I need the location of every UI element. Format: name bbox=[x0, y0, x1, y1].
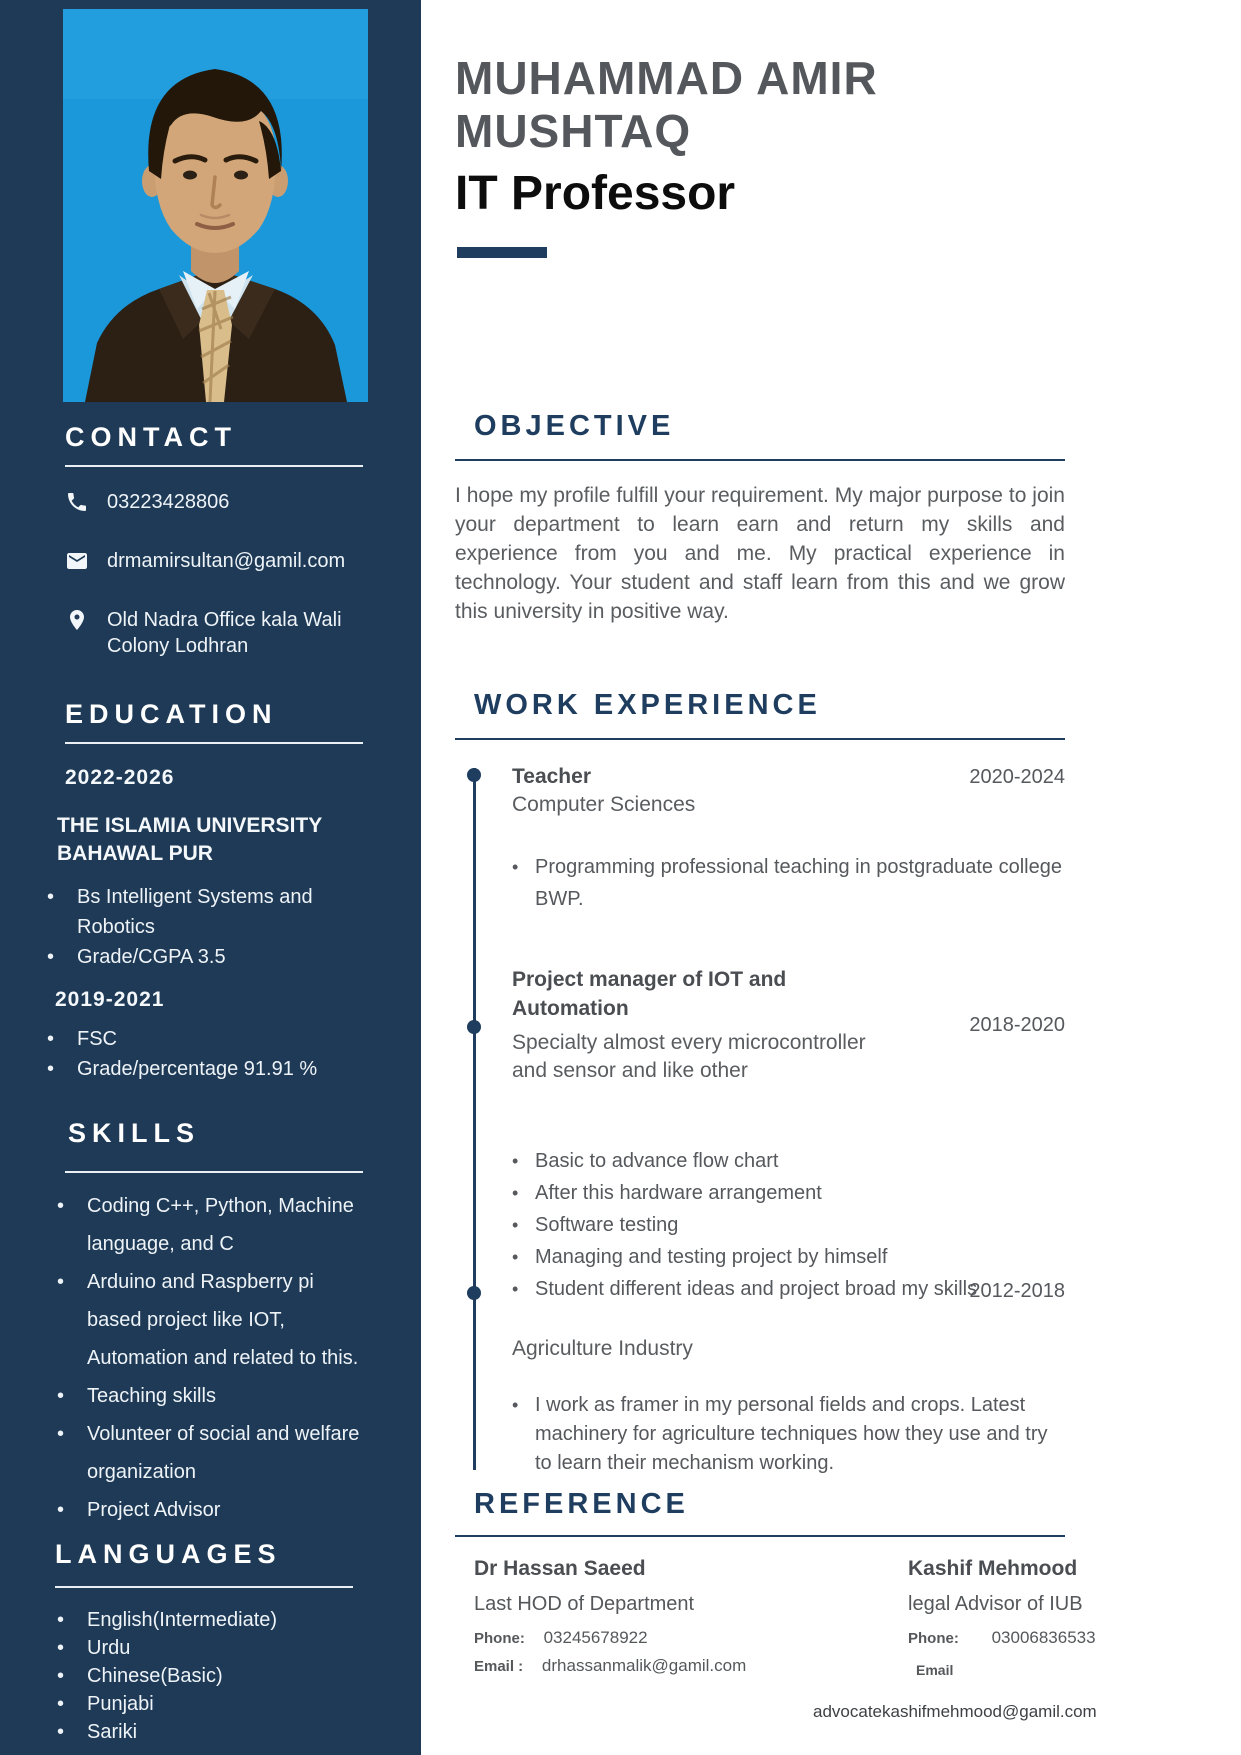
reference-heading: REFERENCE bbox=[474, 1488, 689, 1520]
skills-heading: SKILLS bbox=[68, 1118, 201, 1148]
contact-address-row bbox=[65, 607, 371, 659]
email-label: Email : bbox=[474, 1658, 524, 1675]
reference-section bbox=[455, 1488, 1097, 1747]
bullet-marker: • bbox=[57, 1271, 65, 1293]
work-experience-divider bbox=[455, 738, 1065, 740]
experience-title: Project manager of IOT and Automation bbox=[512, 968, 787, 1020]
bullet-marker: • bbox=[47, 1058, 55, 1080]
education-bullet-text: Grade/percentage 91.91 % bbox=[77, 1058, 318, 1080]
phone-label: Phone: bbox=[474, 1630, 525, 1647]
experience-bullet-text: After this hardware arrangement bbox=[535, 1182, 822, 1204]
experience-bullet bbox=[512, 1177, 1065, 1209]
reference-role: Last HOD of Department bbox=[474, 1593, 695, 1615]
experience-date-1: 2020-2024 bbox=[969, 766, 1065, 788]
contact-heading: CONTACT bbox=[65, 422, 237, 452]
skill-item bbox=[57, 1263, 371, 1377]
bullet-marker: • bbox=[57, 1637, 65, 1659]
language-item bbox=[57, 1606, 371, 1634]
bullet-marker: • bbox=[57, 1693, 65, 1715]
contact-phone-row bbox=[65, 489, 371, 519]
language-text: Chinese(Basic) bbox=[87, 1665, 223, 1687]
experience-bullet-text: Software testing bbox=[535, 1214, 679, 1236]
skill-text: Project Advisor bbox=[87, 1499, 221, 1521]
reference-email-row bbox=[474, 1656, 814, 1676]
reference-person-1 bbox=[474, 1557, 814, 1676]
bullet-marker: • bbox=[57, 1385, 65, 1407]
reference-name: Dr Hassan Saeed bbox=[474, 1557, 646, 1580]
skills-divider bbox=[65, 1171, 363, 1173]
contact-phone: 03223428806 bbox=[107, 491, 230, 513]
contact-email-row bbox=[65, 548, 371, 578]
language-item bbox=[57, 1718, 371, 1746]
language-text: Sariki bbox=[87, 1721, 138, 1743]
skill-text: Arduino and Raspberry pi based project like IOT, Automation and related to this. bbox=[87, 1271, 359, 1369]
experience-timeline bbox=[455, 762, 1065, 1472]
header bbox=[455, 52, 1065, 258]
objective-heading: OBJECTIVE bbox=[474, 410, 675, 442]
address-line2: Colony Lodhran bbox=[107, 635, 249, 657]
bullet-marker: • bbox=[512, 1183, 519, 1203]
experience-bullet bbox=[512, 1209, 1065, 1241]
envelope-icon bbox=[65, 549, 89, 578]
reference-email: drhassanmalik@gamil.com bbox=[541, 1656, 747, 1675]
education-bullet bbox=[47, 942, 371, 972]
address-line1: Old Nadra Office kala Wali bbox=[107, 609, 342, 631]
bullet-marker: • bbox=[47, 946, 55, 968]
school-line1: THE ISLAMIA UNIVERSITY bbox=[57, 814, 323, 837]
bullet-marker: • bbox=[512, 1247, 519, 1267]
reference-person-2 bbox=[813, 1557, 1208, 1722]
education-bullet bbox=[47, 1024, 371, 1054]
education-school-1 bbox=[57, 812, 371, 868]
skill-text: Volunteer of social and welfare organization bbox=[87, 1423, 360, 1483]
skill-text: Coding C++, Python, Machine language, and C bbox=[87, 1195, 354, 1255]
language-text: English(Intermediate) bbox=[87, 1609, 278, 1631]
languages-heading: LANGUAGES bbox=[55, 1539, 282, 1569]
objective-divider bbox=[455, 459, 1065, 461]
bullet-marker: • bbox=[57, 1609, 65, 1631]
reference-divider bbox=[455, 1535, 1065, 1537]
bullet-marker: • bbox=[57, 1665, 65, 1687]
education-period-1: 2022-2026 bbox=[65, 766, 175, 789]
skills-section bbox=[0, 1118, 421, 1529]
bullet-marker: • bbox=[512, 1215, 519, 1235]
skill-item bbox=[57, 1187, 371, 1263]
education-heading: EDUCATION bbox=[65, 699, 278, 729]
reference-name: Kashif Mehmood bbox=[908, 1557, 1078, 1580]
education-section bbox=[0, 699, 421, 1084]
skill-item bbox=[57, 1377, 371, 1415]
accent-bar bbox=[457, 247, 547, 258]
name-line2: MUSHTAQ bbox=[455, 105, 692, 157]
phone-icon bbox=[65, 490, 89, 519]
experience-subtitle: Agriculture Industry bbox=[512, 1337, 693, 1360]
contact-email: drmamirsultan@gamil.com bbox=[107, 550, 346, 572]
education-period-2: 2019-2021 bbox=[55, 988, 165, 1011]
experience-bullet-text: Managing and testing project by himself bbox=[535, 1246, 888, 1268]
timeline-dot-2 bbox=[467, 1020, 481, 1034]
location-pin-icon bbox=[65, 608, 89, 637]
education-bullet-text: Grade/CGPA 3.5 bbox=[77, 946, 226, 968]
languages-divider bbox=[55, 1586, 353, 1588]
objective-text: I hope my profile fulfill your requirement. My major purpose to join your department to learn earn and return my skills and experience from you and me. My practical experience in technology. Your student and staff learn from this and we grow this university in positive way. bbox=[455, 484, 1065, 623]
email-label: Email bbox=[916, 1662, 954, 1678]
language-item bbox=[57, 1634, 371, 1662]
languages-section bbox=[0, 1539, 421, 1746]
bullet-marker: • bbox=[512, 1279, 519, 1299]
phone-label: Phone: bbox=[908, 1630, 959, 1647]
experience-bullet-text: I work as framer in my personal fields and crops. Latest machinery for agriculture techniques how they use and try to learn their mechanism working. bbox=[535, 1394, 1048, 1474]
reference-email: advocatekashifmehmood@gamil.com bbox=[813, 1702, 1097, 1721]
job-title: IT Professor bbox=[455, 167, 736, 220]
experience-date-2: 2018-2020 bbox=[969, 1014, 1065, 1036]
contact-section bbox=[0, 422, 421, 659]
skill-item bbox=[57, 1491, 371, 1529]
bullet-marker: • bbox=[47, 1028, 55, 1050]
experience-bullet-text: Student different ideas and project broad my skills bbox=[535, 1278, 978, 1300]
bullet-marker: • bbox=[57, 1499, 65, 1521]
work-experience-section bbox=[455, 689, 1065, 1472]
reference-role: legal Advisor of IUB bbox=[908, 1593, 1083, 1615]
main-content bbox=[421, 0, 1241, 1755]
experience-bullet-text: Programming professional teaching in postgraduate college BWP. bbox=[535, 856, 1062, 910]
experience-date-3: 2012-2018 bbox=[969, 1280, 1065, 1302]
experience-bullet bbox=[512, 1391, 1065, 1478]
language-item bbox=[57, 1662, 371, 1690]
contact-divider bbox=[65, 465, 363, 467]
experience-subtitle: Computer Sciences bbox=[512, 793, 696, 816]
school-line2: BAHAWAL PUR bbox=[57, 842, 213, 865]
objective-section bbox=[455, 410, 1065, 626]
bullet-marker: • bbox=[512, 1151, 519, 1171]
timeline-line bbox=[473, 768, 476, 1470]
bullet-marker: • bbox=[512, 857, 519, 877]
bullet-marker: • bbox=[57, 1423, 65, 1445]
work-experience-heading: WORK EXPERIENCE bbox=[474, 689, 821, 721]
experience-bullet-text: Basic to advance flow chart bbox=[535, 1150, 779, 1172]
timeline-dot-1 bbox=[467, 768, 481, 782]
person-name bbox=[455, 52, 1065, 158]
reference-phone-row bbox=[908, 1628, 1208, 1648]
language-text: Punjabi bbox=[87, 1693, 154, 1715]
experience-title: Teacher bbox=[512, 765, 591, 788]
skill-item bbox=[57, 1415, 371, 1491]
contact-address bbox=[107, 607, 342, 659]
experience-bullet bbox=[512, 1145, 1065, 1177]
experience-subtitle: Specialty almost every microcontroller and sensor and like other bbox=[512, 1031, 866, 1082]
experience-bullet bbox=[512, 1241, 1065, 1273]
education-bullet bbox=[47, 882, 371, 942]
education-bullet bbox=[47, 1054, 371, 1084]
reference-phone: 03006836533 bbox=[991, 1628, 1096, 1647]
education-bullet-text: Bs Intelligent Systems and Robotics bbox=[77, 886, 313, 938]
language-item bbox=[57, 1690, 371, 1718]
bullet-marker: • bbox=[57, 1195, 65, 1217]
experience-entry bbox=[512, 1335, 1065, 1478]
bullet-marker: • bbox=[57, 1721, 65, 1743]
name-line1: MUHAMMAD AMIR bbox=[455, 52, 878, 104]
skill-text: Teaching skills bbox=[87, 1385, 216, 1407]
portrait-illustration bbox=[63, 9, 368, 402]
timeline-dot-3 bbox=[467, 1286, 481, 1300]
experience-bullet bbox=[512, 851, 1065, 915]
profile-photo bbox=[63, 9, 368, 402]
education-divider bbox=[65, 742, 363, 744]
language-text: Urdu bbox=[87, 1637, 131, 1659]
sidebar bbox=[0, 0, 421, 1755]
bullet-marker: • bbox=[47, 886, 55, 908]
reference-phone-row bbox=[474, 1628, 814, 1648]
education-bullet-text: FSC bbox=[77, 1028, 117, 1050]
bullet-marker: • bbox=[512, 1395, 519, 1415]
reference-phone: 03245678922 bbox=[543, 1628, 648, 1647]
